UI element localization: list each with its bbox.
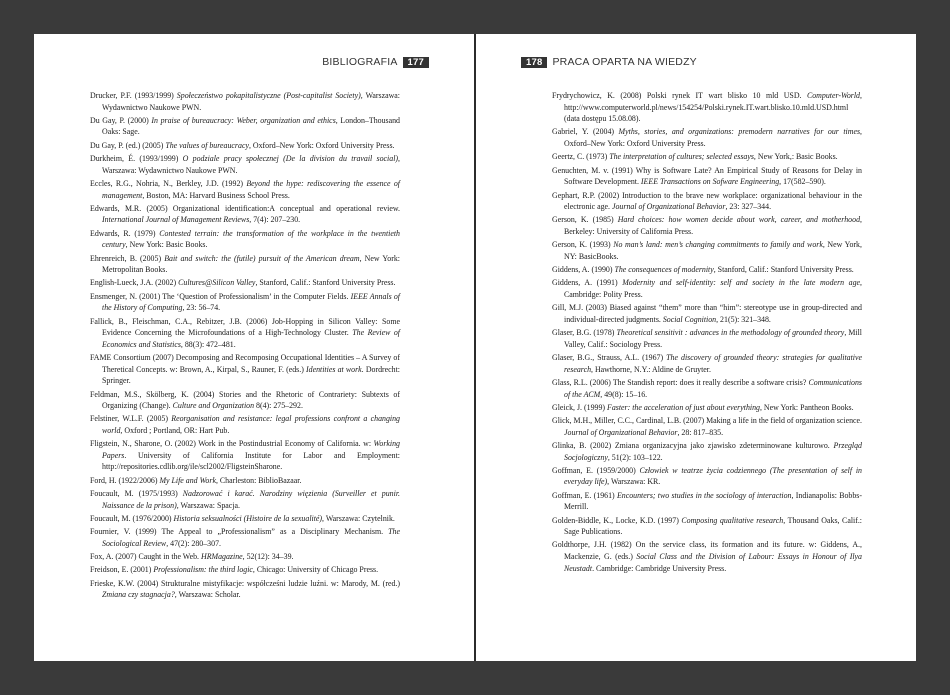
- reference-title: Social Class and the Division of Labour: Essays in Honour of Ilya Neustadt: [564, 552, 862, 573]
- reference-text: Giddens, A. (1991): [552, 278, 623, 288]
- reference-text: , New York, NY: BasicBooks.: [564, 240, 862, 261]
- reference-text: Fox, A. (2007) Caught in the Web.: [90, 552, 201, 562]
- reference-entry: [552, 214, 862, 237]
- reference-entry: [552, 302, 862, 325]
- reference-text: , Indianapolis: Bobbs-Merrill.: [564, 490, 863, 512]
- reference-entry: [90, 140, 400, 152]
- reference-text: Du Gay, P. (2000): [90, 115, 152, 125]
- reference-entry: [90, 178, 400, 201]
- reference-title: Social Cognition: [662, 314, 717, 324]
- reference-text: Geertz, C. (1973): [552, 152, 610, 162]
- reference-title: Człowiek w teatrze życia codziennego (The presentation of self in everyday life): [564, 465, 862, 487]
- reference-title: Identities at work: [306, 364, 362, 374]
- reference-text: Gerson, K. (1985): [552, 215, 618, 225]
- reference-text: 8(4): 275–292.: [254, 401, 303, 411]
- reference-text: , http://www.computerworld.pl/news/154254/Polski.rynek.IT.wart.blisko.10.mld.USD.html (data dostępu 15.08.08).: [564, 91, 862, 124]
- reference-text: , Boston, MA: Harvard Business School Press.: [142, 190, 290, 200]
- reference-title: Encounters; two studies in the sociology of interaction: [616, 490, 792, 500]
- reference-entry: [552, 126, 862, 149]
- reference-text: , Hawthorne, N.Y.: Aldine de Gruyter.: [591, 364, 711, 374]
- reference-text: Eccles, R.G., Nohria, N., Berkley, J.D. (1992): [90, 178, 247, 188]
- reference-entry: [552, 440, 862, 463]
- reference-entry: [552, 402, 862, 414]
- reference-text: , Stanford, Calif.: Stanford University Press.: [713, 265, 854, 275]
- reference-text: Durkheim, É. (1993/1999): [90, 154, 183, 164]
- reference-text: , 47(2): 280–307.: [166, 538, 221, 548]
- reference-text: , Warszawa: Wydawnictwo Naukowe PWN.: [102, 91, 400, 112]
- reference-entry: [90, 253, 400, 276]
- reference-entry: [552, 327, 862, 350]
- reference-text: Glaser, B.G., Strauss, A.L. (1967): [552, 353, 667, 363]
- reference-entry: [552, 190, 862, 213]
- running-head-right: [516, 56, 697, 68]
- reference-text: Genuchten, M. v. (1991) Why is Software Late? An Empirical Study of Reasons for Delay in Software Development.: [552, 165, 862, 187]
- reference-entry: [552, 490, 862, 513]
- reference-entry: [552, 539, 862, 574]
- reference-title: Computer-World: [806, 91, 861, 100]
- reference-entry: [90, 277, 400, 289]
- reference-text: Du Gay, P. (ed.) (2005): [90, 140, 166, 150]
- reference-title: Communications of the ACM: [564, 377, 862, 399]
- reference-text: Goffman, E. (1961): [552, 490, 617, 500]
- reference-text: Goffman, E. (1959/2000): [552, 465, 640, 475]
- reference-title: In praise of bureaucracy: Weber, organization and ethics: [151, 115, 336, 125]
- reference-text: Foucault, M. (1976/2000): [90, 513, 174, 523]
- reference-text: Glick, M.H., Miller, C.C., Cardinal, L.B. (2007) Making a life in the field of organization science.: [552, 416, 862, 426]
- reference-text: Fligstein, N., Sharone, O. (2002) Work in the Postindustrial Economy of California. w:: [90, 439, 374, 449]
- reference-title: Composing qualitative research: [681, 515, 784, 525]
- page-number: 177: [403, 57, 429, 68]
- reference-title: My Life and Work: [159, 475, 216, 485]
- reference-text: , New York,: Basic Books.: [753, 152, 838, 162]
- reference-text: , Warszawa: Scholar.: [174, 590, 241, 600]
- reference-text: Goldthorpe, J.H. (1982) On the service class, its formation and its future. w: Giddens, A., Mackenzie, G. (eds.): [552, 540, 862, 562]
- reference-text: Gabriel, Y. (2004): [552, 127, 619, 137]
- reference-entry: [90, 228, 400, 251]
- reference-text: Gephart, R.P. (2002) Introduction to the brave new workplace: organizational behaviour in the electronic age.: [552, 190, 862, 212]
- reference-text: , Warszawa: KR.: [607, 477, 661, 487]
- reference-title: Professionalism: the third logic: [153, 565, 253, 575]
- reference-entry: [90, 488, 400, 511]
- reference-entry: [552, 465, 862, 488]
- reference-title: The interpretation of cultures; selected essays: [609, 152, 754, 162]
- reference-text: , Warszawa: Wydawnictwo Naukowe PWN.: [102, 154, 400, 175]
- reference-entry: [552, 264, 862, 276]
- running-head-left: [322, 56, 434, 68]
- reference-entry: [90, 90, 400, 113]
- reference-title: International Journal of Management Reviews: [102, 215, 250, 225]
- reference-text: , London–Thousand Oaks: Sage.: [102, 115, 400, 137]
- reference-title: The values of bureaucracy: [165, 140, 249, 150]
- reference-text: Feldman, M.S., Skölberg, K. (2004) Stories and the Rhetoric of Contrariety: Subtexts of Organizing (Change).: [90, 389, 400, 411]
- reference-text: Ford, H. (1922/2006): [90, 475, 160, 485]
- reference-text: . University of California Institute for Labor and Employment: http://repositories.cdlib.org/ile/scl2002/FligsteinSharone.: [102, 450, 400, 472]
- reference-entry: [552, 239, 862, 262]
- reference-text: Foucault, M. (1975/1993): [90, 489, 183, 498]
- reference-text: , 23: 56–74.: [182, 303, 221, 313]
- reference-text: , Mill Valley, Calif.: Sociology Press.: [564, 328, 862, 349]
- reference-text: Glinka, B. (2002) Zmiana organizacyjna jako zjawisko zdeterminowane kulturowo.: [552, 440, 834, 450]
- reference-text: , Charleston: BiblioBazaar.: [215, 475, 302, 485]
- reference-title: Theoretical sensitivit : advances in the methodology of grounded theory: [616, 328, 845, 338]
- reference-title: The consequences of modernity: [614, 265, 714, 275]
- reference-entry: [552, 352, 862, 375]
- reference-title: IEEE Annals of the History of Computing: [102, 291, 400, 313]
- reference-title: The Review of Economics and Statistics: [102, 328, 400, 349]
- reference-text: , Thousand Oaks, Calif.: Sage Publications.: [564, 515, 862, 537]
- reference-text: , 51(2): 103–122.: [607, 452, 663, 462]
- reference-title: Working Papers: [102, 439, 400, 460]
- reference-text: , 23: 327–344.: [725, 202, 772, 212]
- reference-title: O podziale pracy społecznej (De la division du travail social): [182, 154, 399, 164]
- reference-entry: [90, 475, 400, 487]
- reference-title: Beyond the hype: rediscovering the essence of management: [102, 178, 400, 200]
- reference-entry: [90, 513, 400, 525]
- reference-text: FAME Consortium (2007) Decomposing and Recomposing Occupational Identities – A Survey of Theretical Concepts. w: Brown, A., Kirpal, S., Rauner, F. (eds.): [90, 353, 400, 374]
- reference-text: , 88(3): 472–481.: [180, 339, 236, 349]
- reference-text: , 21(5): 321–348.: [716, 314, 771, 324]
- reference-entry: [90, 203, 400, 226]
- reference-text: , New York: Pantheon Books.: [759, 402, 854, 412]
- reference-text: Frieske, K.W. (2004) Strukturalne mistyfikacje: współcześni ludzie luźni. w: Marody, M. (red.): [90, 578, 400, 588]
- reference-title: Culture and Organization: [172, 401, 255, 411]
- reference-text: , 52(12): 34–39.: [242, 552, 294, 562]
- reference-text: Edwards, M.R. (2005) Organizational identification:A conceptual and operational review.: [90, 203, 400, 213]
- reference-title: IEEE Transactions on Sofware Engineering: [640, 177, 780, 187]
- reference-text: Felstiner, W.L.F. (2005): [90, 414, 172, 424]
- reference-entry: [90, 153, 400, 176]
- reference-list: [90, 90, 400, 602]
- reference-text: , Oxford–New York: Oxford University Press.: [248, 140, 395, 150]
- reference-title: Myths, stories, and organizations: premodern narratives for our times: [618, 127, 861, 137]
- reference-title: Społeczeństwo pokapitalistyczne (Post-capitalist Society): [176, 91, 361, 100]
- reference-title: HRMagazine: [201, 552, 243, 562]
- reference-title: The Sociological Review: [102, 527, 400, 548]
- reference-title: Reorganisation and resistance: legal professions confront a changing world: [102, 414, 400, 435]
- reference-title: Zmiana czy stagnacja?: [102, 590, 175, 600]
- reference-text: Freidson, E. (2001): [90, 565, 154, 575]
- reference-text: Ehrenreich, B. (2005): [90, 253, 165, 263]
- section-title: PRACA OPARTA NA WIEDZY: [552, 56, 697, 68]
- reference-text: English-Lueck, J.A. (2002): [90, 278, 179, 288]
- page-number: 178: [521, 57, 547, 68]
- reference-text: Edwards, R. (1979): [90, 228, 160, 238]
- reference-text: , 17(582–590).: [779, 177, 826, 187]
- reference-title: No man’s land: men’s changing commitments to family and work: [613, 240, 823, 250]
- reference-text: Golden-Biddle, K., Locke, K.D. (1997): [552, 515, 682, 525]
- reference-text: , New York: Basic Books.: [125, 240, 208, 250]
- reference-text: Drucker, P.F. (1993/1999): [90, 91, 177, 100]
- right-page: [476, 34, 916, 661]
- reference-text: Ensmenger, N. (2001) The ‘Question of Professionalism’ in the Computer Fields.: [90, 291, 351, 301]
- reference-text: Gerson, K. (1993): [552, 240, 614, 250]
- reference-text: , Warszawa: Spacja.: [176, 500, 240, 510]
- reference-title: Journal of Organizational Behavior: [611, 202, 726, 212]
- reference-entry: [90, 564, 400, 576]
- section-title: BIBLIOGRAFIA: [322, 56, 398, 68]
- reference-text: , Oxford–New York: Oxford University Press.: [564, 127, 862, 149]
- reference-text: . Dordrecht: Springer.: [102, 364, 401, 386]
- reference-text: Fallick, B., Fleischman, C.A., Rebitzer, J.B. (2006) Job-Hopping in Silicon Valley: Some Evidence Concerning the Microfoundations of a High-Technology Cluster.: [90, 316, 400, 338]
- reference-entry: [90, 413, 400, 436]
- reference-title: Bait and switch: the (futile) pursuit of the American dream: [164, 253, 360, 263]
- reference-text: Giddens, A. (1990): [552, 265, 615, 275]
- reference-entry: [90, 578, 400, 601]
- reference-entry: [90, 526, 400, 549]
- reference-text: Glass, R.L. (2006) The Standish report: does it really describe a software crisis?: [552, 377, 809, 387]
- reference-text: Glaser, B.G. (1978): [552, 328, 617, 338]
- reference-text: , Chicago: University of Chicago Press.: [252, 565, 379, 575]
- reference-entry: [90, 316, 400, 351]
- reference-text: Gill, M.J. (2003) Biased against “them” more than “him”: stereotype use in group-directed and individual-directed judgments.: [552, 303, 862, 324]
- left-page: [34, 34, 474, 661]
- reference-entry: [552, 377, 862, 400]
- reference-title: Hard choices: how women decide about work, career, and motherhood: [617, 215, 861, 225]
- reference-entry: [90, 115, 400, 138]
- reference-title: Journal of Organizational Behavior: [564, 427, 678, 437]
- reference-text: , New York: Metropolitan Books.: [102, 253, 401, 275]
- reference-text: . Cambridge: Cambridge University Press.: [592, 563, 727, 573]
- reference-text: , Cambridge: Polity Press.: [564, 278, 862, 299]
- reference-title: Modernity and self-identity: self and society in the late modern age: [622, 278, 861, 288]
- reference-entry: [552, 277, 862, 300]
- reference-title: Cultures@Silicon Valley: [178, 278, 256, 288]
- reference-title: Nadzorować i karać. Narodziny więzienia (Surveiller et punir. Naissance de la prison): [102, 489, 400, 510]
- reference-entry: [90, 291, 400, 314]
- reference-entry: [90, 551, 400, 563]
- reference-entry: [90, 352, 400, 387]
- reference-text: , Oxford ; Portland, OR: Hart Pub.: [120, 425, 230, 435]
- reference-text: , Berkeley: University of California Press.: [564, 215, 862, 236]
- reference-title: The discovery of grounded theory: strategies for qualitative research: [564, 353, 862, 374]
- reference-text: , 28: 817–835.: [677, 427, 724, 437]
- reference-text: , Warszawa: Czytelnik.: [322, 513, 395, 523]
- reference-entry: [552, 151, 862, 163]
- reference-title: Contested terrain: the transformation of the workplace in the twentieth century: [102, 228, 400, 250]
- reference-entry: [552, 515, 862, 538]
- reference-entry: [552, 165, 862, 188]
- reference-text: , 49(8): 15–16.: [600, 389, 648, 399]
- reference-title: Przegląd Socjologiczny: [564, 440, 862, 462]
- reference-entry: [90, 389, 400, 412]
- reference-title: Faster: the acceleration of just about everything: [607, 402, 760, 412]
- reference-entry: [552, 90, 862, 125]
- reference-entry: [552, 415, 862, 438]
- reference-text: , 7(4): 207–230.: [249, 215, 301, 225]
- reference-text: Frydrychowicz, K. (2008) Polski rynek IT wart blisko 10 mld USD.: [552, 91, 807, 100]
- reference-text: , Stanford, Calif.: Stanford University Press.: [255, 278, 396, 288]
- reference-text: Fournier, V. (1999) The Appeal to „Professionalism” as a Disciplinary Mechanism.: [90, 527, 389, 537]
- reference-title: Historia seksualności (Histoire de la sexualité): [173, 513, 323, 523]
- reference-entry: [90, 438, 400, 473]
- reference-text: Gleick, J. (1999): [552, 402, 608, 412]
- reference-list: [552, 90, 862, 576]
